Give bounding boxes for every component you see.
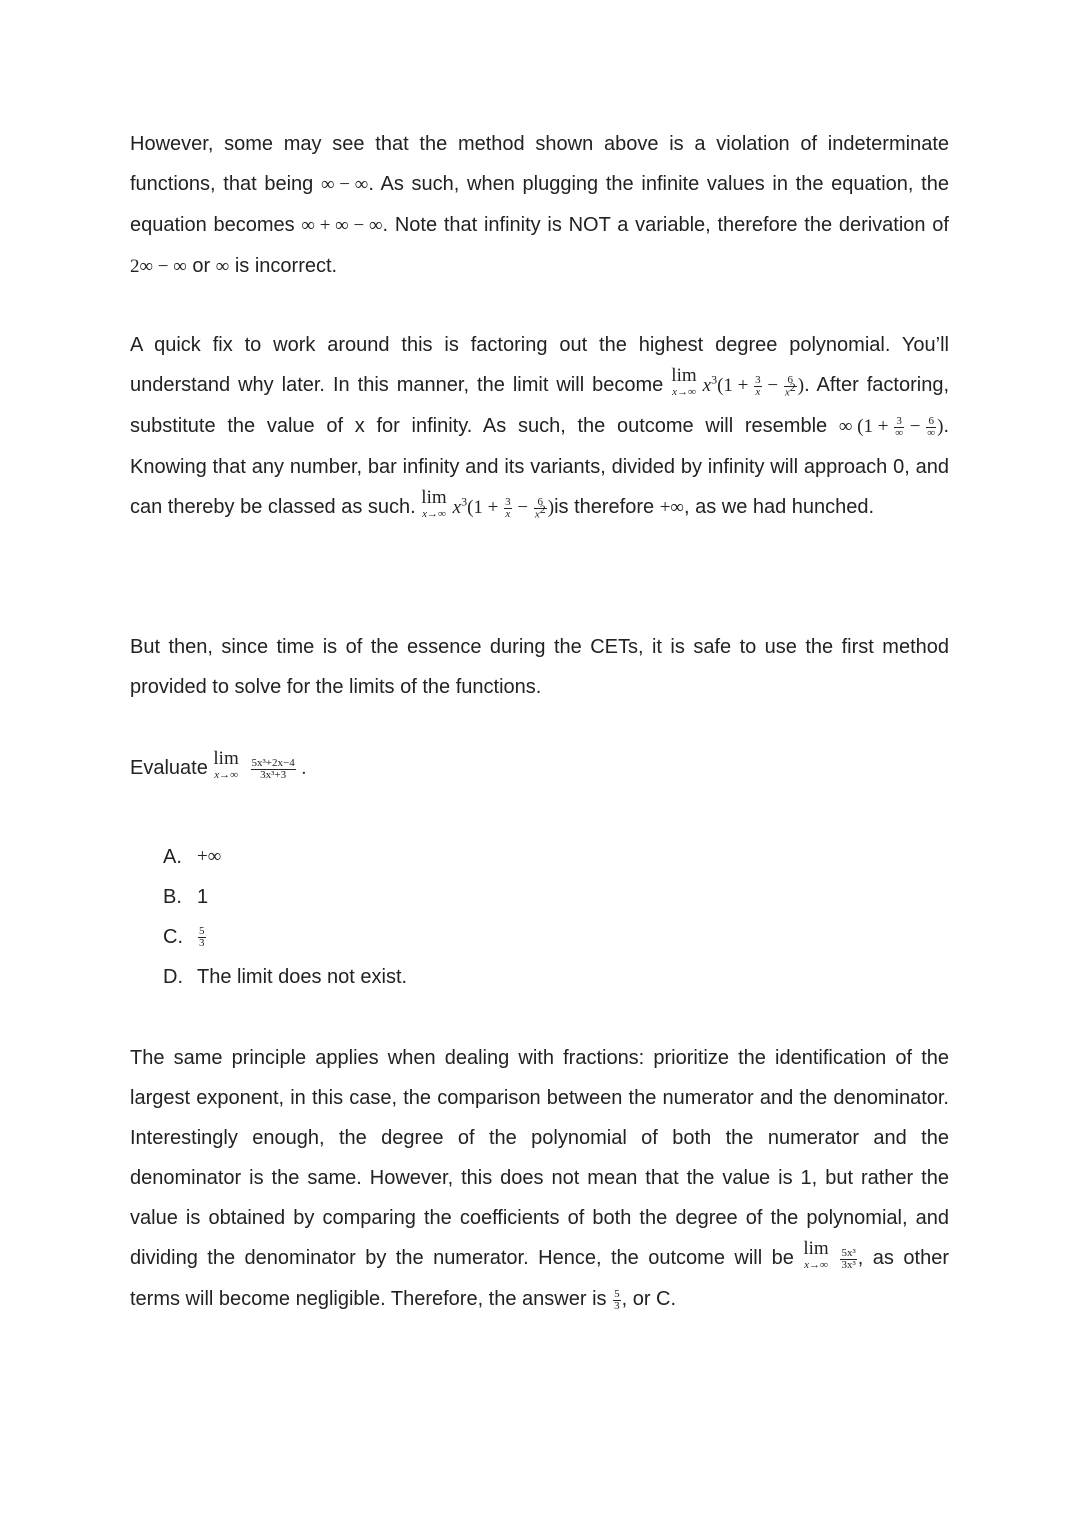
math-inf-minus-inf: ∞ − ∞ [321, 174, 369, 195]
math-limit-expression: lim x→∞ $x^3(1$ + $\frac{3}{x}$ − $\frac{6}{x^2}$ ) [421, 487, 555, 521]
question [130, 748, 949, 789]
text: . Knowing that any number, bar infinity and its variants, divided by infinity will approach 0, and can thereby be classed as such. [130, 415, 949, 518]
text: , or C. [621, 1288, 677, 1310]
text: . Note that infinity is NOT a variable, therefore the derivation of [382, 214, 949, 236]
limit-operator: lim x→∞ [671, 365, 697, 398]
text: , as we had hunched. [683, 496, 875, 518]
math-plus-inf: +∞ [659, 497, 684, 518]
fraction: $\frac{6}{\infty}$ [927, 415, 936, 440]
limit-operator: lim x→∞ [421, 487, 447, 520]
math-limit-expression: lim x→∞ $x^3(1$ + $\frac{3}{x}$ − $\frac{6}{x^2}$ ) [671, 365, 805, 399]
answer-options [163, 837, 407, 997]
math-answer-limit [803, 1239, 857, 1279]
math-two-inf: 2∞ − ∞ [130, 256, 187, 277]
question-label: Evaluate [130, 757, 208, 779]
fraction: $\frac{6}{x^2}$ [784, 373, 796, 399]
text: is incorrect. [234, 255, 338, 277]
fraction: $\frac{6}{x^2}$ [534, 495, 546, 521]
text: or [192, 255, 211, 277]
option-c[interactable]: C. $\frac{5}{3}$ [163, 925, 205, 950]
fraction: $\frac{3}{x}$ [755, 374, 761, 399]
fraction: $\frac{3}{\infty}$ [895, 415, 904, 440]
option-b[interactable]: B. 1 [163, 886, 209, 908]
fraction: $\frac{3}{x}$ [505, 496, 511, 521]
limit-operator: lim x→∞ [803, 1238, 829, 1271]
option-a[interactable]: A. +∞ [163, 846, 222, 868]
limit-operator: lim x→∞ [213, 748, 239, 781]
math-question-limit: lim x→∞ $\frac{\text{5x³+2x−4}}{\text{3x³+3}}$ . [213, 748, 307, 782]
text: A quick fix to work around this is factoring out the highest degree polynomial. You’ll understand why later. In this manner, the limit will become [130, 334, 949, 396]
text: . As such, when plugging the infinite values in the equation, the equation becomes [130, 173, 949, 236]
fraction: $\frac{\text{5x³+2x−4}}{\text{3x³+3}}$ [251, 757, 295, 782]
paragraph-indeterminate [130, 124, 949, 287]
paragraph-cets: But then, since time is of the essence during the CETs, it is safe to use the first method provided to solve for the limits of the functions. [130, 636, 949, 698]
math-inf: ∞ [215, 256, 230, 277]
paragraph-quick-fix [130, 325, 949, 528]
fraction: $\frac{\text{5x³}}{\text{3x³}}$ [841, 1247, 856, 1272]
text: However, some may see that the method shown above is a violation of indeterminate functions, that being [130, 133, 949, 195]
text: The same principle applies when dealing with fractions: prioritize the identification of the largest exponent, in this case, the comparison between the numerator and the denominator. Interestingly enough, the degree of the polynomial of both the numerator and the denominator is the same. However, this does not mean that the value is 1, but rather the value is obtained by comparing the coefficients of both the degree of the polynomial, and dividing the denominator by the numerator. Hence, the outcome will be [130, 1047, 949, 1269]
math-infinity-expression: ∞ (1 + $\frac{3}{\infty}$ − $\frac{6}{\infty}$ ) [838, 415, 944, 440]
math-inf-sum: ∞ + ∞ − ∞ [301, 215, 383, 236]
fraction: $\frac{5}{3}$ [614, 1288, 620, 1313]
text: . After factoring, substitute the value of x for infinity. As such, the outcome will resemble [130, 374, 950, 437]
fraction: $\frac{5}{3}$ [199, 925, 205, 950]
text: , as other terms will become negligible. Therefore, the answer is [130, 1247, 949, 1310]
paragraph-explanation [130, 1038, 949, 1320]
text: is therefore [554, 496, 655, 518]
option-d[interactable]: D. The limit does not exist. [163, 966, 408, 988]
